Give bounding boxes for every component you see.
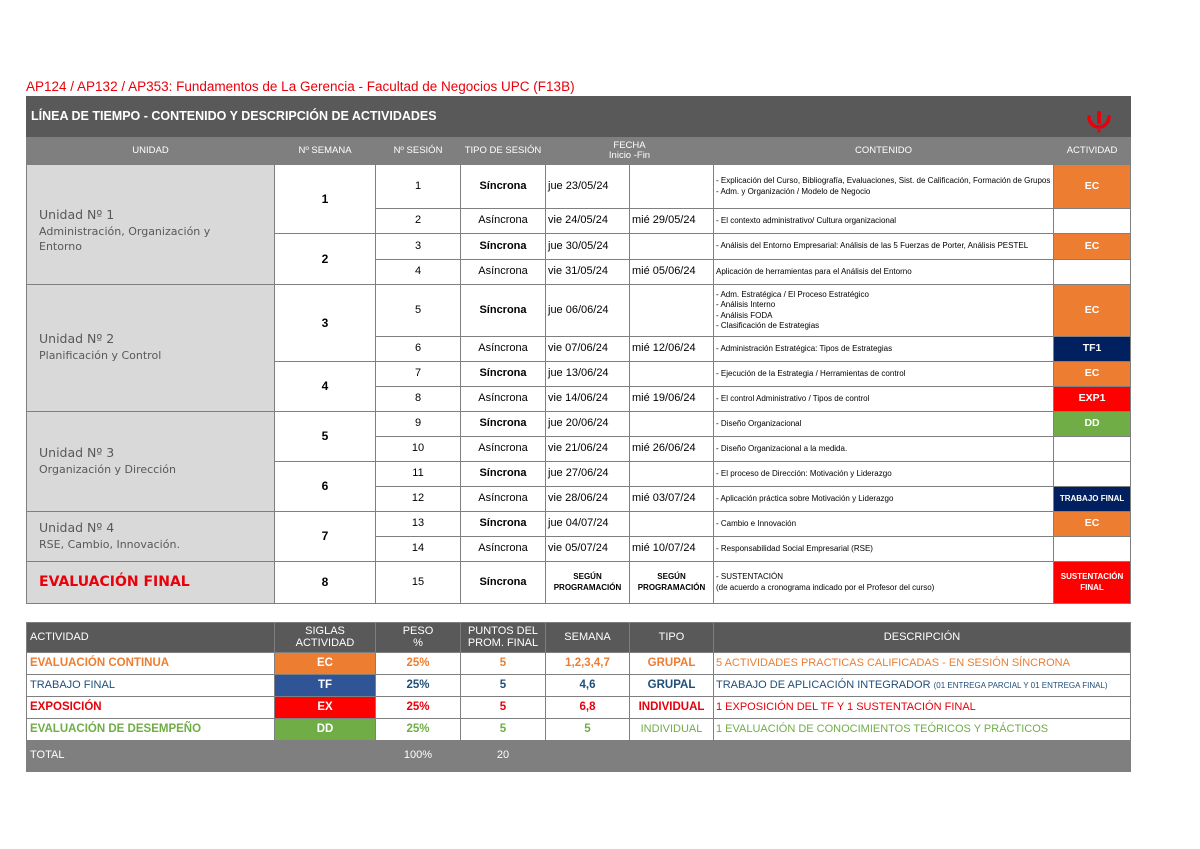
unit-description-line: Planificación y Control bbox=[39, 349, 162, 363]
header-semana: Nº SEMANA bbox=[275, 137, 376, 165]
summary-header-siglas-1: SIGLAS bbox=[305, 624, 345, 637]
content-line: - El control Administrativo / Tipos de control bbox=[716, 393, 870, 403]
session-start-date: jue 04/07/24 bbox=[546, 512, 630, 537]
summary-row bbox=[27, 719, 1131, 741]
session-start-date: SEGÚN PROGRAMACIÓN bbox=[546, 562, 630, 604]
unit-title: Unidad Nº 1 bbox=[39, 207, 115, 223]
session-type: Síncrona bbox=[461, 234, 546, 260]
session-end-date: mié 10/07/24 bbox=[630, 537, 714, 562]
header-tipo: TIPO DE SESIÓN bbox=[461, 137, 546, 165]
summary-header-semana: SEMANA bbox=[546, 623, 630, 653]
summary-puntos: 5 bbox=[461, 653, 546, 675]
summary-header-siglas-2: ACTIVIDAD bbox=[295, 636, 355, 649]
summary-descripcion bbox=[714, 653, 1131, 675]
summary-header-actividad: ACTIVIDAD bbox=[27, 623, 275, 653]
summary-total-label: TOTAL bbox=[27, 741, 275, 772]
session-activity: TRABAJO FINAL bbox=[1054, 487, 1131, 512]
unit-title: Unidad Nº 2 bbox=[39, 331, 115, 347]
session-row bbox=[27, 412, 1131, 437]
summary-header-tipo: TIPO bbox=[630, 623, 714, 653]
summary-activity: EVALUACIÓN DE DESEMPEÑO bbox=[27, 719, 275, 741]
summary-descripcion bbox=[714, 719, 1131, 741]
content-line: - Cambio e Innovación bbox=[716, 518, 797, 528]
session-end-date: mié 12/06/24 bbox=[630, 337, 714, 362]
session-activity: TF1 bbox=[1054, 337, 1131, 362]
summary-semana: 4,6 bbox=[546, 675, 630, 697]
session-start-date: vie 05/07/24 bbox=[546, 537, 630, 562]
summary-header-descripcion: DESCRIPCIÓN bbox=[714, 623, 1131, 653]
summary-row bbox=[27, 675, 1131, 697]
session-content bbox=[714, 512, 1054, 537]
session-type: Síncrona bbox=[461, 362, 546, 387]
session-activity bbox=[1054, 209, 1131, 234]
content-line: - Explicación del Curso, Bibliografía, Evaluaciones, Sist. de Calificación, Formación de Grupos bbox=[716, 176, 1051, 186]
unit-cell bbox=[27, 512, 275, 562]
session-content bbox=[714, 487, 1054, 512]
timeline-banner bbox=[27, 97, 1131, 137]
summary-descripcion-text: 1 EVALUACIÓN DE CONOCIMIENTOS TEÓRICOS Y PRÁCTICOS bbox=[716, 722, 1049, 735]
session-type: Síncrona bbox=[461, 512, 546, 537]
session-type: Asíncrona bbox=[461, 387, 546, 412]
summary-tipo: GRUPAL bbox=[630, 675, 714, 697]
session-number: 11 bbox=[376, 462, 461, 487]
session-start-date: jue 20/06/24 bbox=[546, 412, 630, 437]
summary-header-peso-1: PESO bbox=[402, 624, 434, 637]
content-line: - Análisis del Entorno Empresarial: Análisis de las 5 Fuerzas de Porter, Análisis PESTEL bbox=[716, 241, 1029, 251]
session-end-date bbox=[630, 462, 714, 487]
week-cell: 2 bbox=[275, 234, 376, 285]
session-type: Asíncrona bbox=[461, 260, 546, 285]
summary-total-peso: 100% bbox=[376, 741, 461, 772]
session-end-date: mié 19/06/24 bbox=[630, 387, 714, 412]
content-line: - El contexto administrativo/ Cultura organizacional bbox=[716, 215, 897, 225]
session-content bbox=[714, 165, 1054, 209]
evaluation-summary-table bbox=[26, 622, 1131, 772]
summary-descripcion-text: TRABAJO DE APLICACIÓN INTEGRADOR bbox=[716, 678, 931, 691]
unit-description bbox=[39, 538, 272, 553]
session-start-date: jue 23/05/24 bbox=[546, 165, 630, 209]
session-type: Síncrona bbox=[461, 462, 546, 487]
summary-descripcion-text: 5 ACTIVIDADES PRACTICAS CALIFICADAS - EN SESIÓN SÍNCRONA bbox=[716, 656, 1070, 669]
session-activity: EC bbox=[1054, 362, 1131, 387]
content-line: - Ejecución de la Estrategia / Herramientas de control bbox=[716, 368, 906, 378]
week-cell: 8 bbox=[275, 562, 376, 604]
session-number: 7 bbox=[376, 362, 461, 387]
session-activity: EC bbox=[1054, 512, 1131, 537]
content-line: - SUSTENTACIÓN bbox=[716, 572, 783, 582]
session-end-date bbox=[630, 165, 714, 209]
session-activity bbox=[1054, 260, 1131, 285]
summary-activity: TRABAJO FINAL bbox=[27, 675, 275, 697]
session-activity bbox=[1054, 437, 1131, 462]
summary-peso: 25% bbox=[376, 719, 461, 741]
week-cell: 4 bbox=[275, 362, 376, 412]
session-number: 6 bbox=[376, 337, 461, 362]
summary-row bbox=[27, 697, 1131, 719]
summary-descripcion-note: (01 ENTREGA PARCIAL Y 01 ENTREGA FINAL) bbox=[933, 680, 1108, 690]
session-start-date: vie 28/06/24 bbox=[546, 487, 630, 512]
header-fecha bbox=[546, 137, 714, 165]
week-cell: 7 bbox=[275, 512, 376, 562]
timeline-table bbox=[26, 96, 1131, 604]
summary-activity: EXPOSICIÓN bbox=[27, 697, 275, 719]
session-content bbox=[714, 260, 1054, 285]
summary-semana: 5 bbox=[546, 719, 630, 741]
session-end-date bbox=[630, 234, 714, 260]
summary-header-siglas bbox=[275, 623, 376, 653]
session-row bbox=[27, 562, 1131, 604]
content-line: - Clasificación de Estrategias bbox=[716, 320, 820, 330]
session-start-date: vie 07/06/24 bbox=[546, 337, 630, 362]
unit-description-line: RSE, Cambio, Innovación. bbox=[39, 537, 180, 551]
session-content bbox=[714, 412, 1054, 437]
session-end-date: mié 26/06/24 bbox=[630, 437, 714, 462]
summary-total-empty bbox=[275, 741, 376, 772]
session-row bbox=[27, 285, 1131, 337]
unit-description-line: Entorno bbox=[39, 240, 82, 254]
session-type: Asíncrona bbox=[461, 437, 546, 462]
content-line: - Análisis Interno bbox=[716, 300, 776, 310]
session-row bbox=[27, 512, 1131, 537]
summary-siglas: EC bbox=[275, 653, 376, 675]
summary-semana: 6,8 bbox=[546, 697, 630, 719]
session-number: 10 bbox=[376, 437, 461, 462]
session-end-date: mié 03/07/24 bbox=[630, 487, 714, 512]
session-type: Asíncrona bbox=[461, 209, 546, 234]
content-line: - Responsabilidad Social Empresarial (RSE) bbox=[716, 543, 873, 553]
summary-puntos: 5 bbox=[461, 719, 546, 741]
session-start-date: jue 27/06/24 bbox=[546, 462, 630, 487]
session-number: 2 bbox=[376, 209, 461, 234]
session-number: 13 bbox=[376, 512, 461, 537]
summary-total-filler bbox=[546, 741, 1131, 772]
content-line: - Aplicación práctica sobre Motivación y Liderazgo bbox=[716, 493, 894, 503]
session-start-date: vie 21/06/24 bbox=[546, 437, 630, 462]
session-type: Asíncrona bbox=[461, 487, 546, 512]
unit-title: Unidad Nº 3 bbox=[39, 444, 115, 460]
session-number: 15 bbox=[376, 562, 461, 604]
session-end-date: SEGÚN PROGRAMACIÓN bbox=[630, 562, 714, 604]
session-end-date: mié 29/05/24 bbox=[630, 209, 714, 234]
week-cell: 6 bbox=[275, 462, 376, 512]
session-activity bbox=[1054, 537, 1131, 562]
summary-peso: 25% bbox=[376, 653, 461, 675]
content-line: - Diseño Organizacional a la medida. bbox=[716, 443, 848, 453]
session-end-date: mié 05/06/24 bbox=[630, 260, 714, 285]
unit-description-line: Organización y Dirección bbox=[39, 462, 176, 476]
session-end-date bbox=[630, 362, 714, 387]
header-unidad: UNIDAD bbox=[27, 137, 275, 165]
session-number: 14 bbox=[376, 537, 461, 562]
week-cell: 1 bbox=[275, 165, 376, 234]
session-activity: SUSTENTACIÓN FINAL bbox=[1054, 562, 1131, 604]
summary-tipo: INDIVIDUAL bbox=[630, 697, 714, 719]
summary-tipo: GRUPAL bbox=[630, 653, 714, 675]
header-fecha-range: Inicio -Fin bbox=[608, 149, 651, 161]
session-end-date bbox=[630, 512, 714, 537]
header-sesion: Nº SESIÓN bbox=[376, 137, 461, 165]
summary-siglas: TF bbox=[275, 675, 376, 697]
summary-puntos: 5 bbox=[461, 675, 546, 697]
session-number: 5 bbox=[376, 285, 461, 337]
session-start-date: vie 14/06/24 bbox=[546, 387, 630, 412]
content-line: - Diseño Organizacional bbox=[716, 418, 802, 428]
session-type: Asíncrona bbox=[461, 337, 546, 362]
session-content bbox=[714, 462, 1054, 487]
session-content bbox=[714, 285, 1054, 337]
session-row bbox=[27, 165, 1131, 209]
document-title: AP124 / AP132 / AP353: Fundamentos de La Gerencia - Facultad de Negocios UPC (F13B) bbox=[26, 79, 575, 94]
summary-header-puntos bbox=[461, 623, 546, 653]
unit-cell bbox=[27, 412, 275, 512]
session-number: 4 bbox=[376, 260, 461, 285]
content-line: (de acuerdo a cronograma indicado por el Profesor del curso) bbox=[716, 582, 935, 592]
session-start-date: vie 31/05/24 bbox=[546, 260, 630, 285]
summary-header-puntos-2: PROM. FINAL bbox=[467, 636, 539, 649]
summary-peso: 25% bbox=[376, 697, 461, 719]
session-content bbox=[714, 562, 1054, 604]
session-start-date: vie 24/05/24 bbox=[546, 209, 630, 234]
session-activity: EC bbox=[1054, 285, 1131, 337]
session-content bbox=[714, 337, 1054, 362]
summary-puntos: 5 bbox=[461, 697, 546, 719]
session-content bbox=[714, 209, 1054, 234]
content-line: - Análisis FODA bbox=[716, 310, 773, 320]
session-start-date: jue 13/06/24 bbox=[546, 362, 630, 387]
session-content bbox=[714, 387, 1054, 412]
session-activity: EC bbox=[1054, 165, 1131, 209]
session-start-date: jue 30/05/24 bbox=[546, 234, 630, 260]
session-type: Síncrona bbox=[461, 285, 546, 337]
summary-total-puntos: 20 bbox=[461, 741, 546, 772]
session-end-date bbox=[630, 412, 714, 437]
session-activity: EXP1 bbox=[1054, 387, 1131, 412]
header-actividad: ACTIVIDAD bbox=[1054, 137, 1131, 165]
session-end-date bbox=[630, 285, 714, 337]
header-fecha-label: FECHA bbox=[613, 139, 646, 151]
session-content bbox=[714, 362, 1054, 387]
unit-cell bbox=[27, 285, 275, 412]
session-number: 8 bbox=[376, 387, 461, 412]
session-content bbox=[714, 234, 1054, 260]
summary-siglas: EX bbox=[275, 697, 376, 719]
content-line: - Adm. y Organización / Modelo de Negocio bbox=[716, 186, 871, 196]
session-number: 3 bbox=[376, 234, 461, 260]
unit-description bbox=[39, 463, 272, 478]
summary-header-peso bbox=[376, 623, 461, 653]
unit-cell bbox=[27, 165, 275, 285]
summary-descripcion bbox=[714, 697, 1131, 719]
session-start-date: jue 06/06/24 bbox=[546, 285, 630, 337]
content-line: - Administración Estratégica: Tipos de Estrategias bbox=[716, 343, 893, 353]
session-activity: DD bbox=[1054, 412, 1131, 437]
upc-logo-icon bbox=[1085, 109, 1113, 135]
session-number: 9 bbox=[376, 412, 461, 437]
header-contenido: CONTENIDO bbox=[714, 137, 1054, 165]
summary-activity: EVALUACIÓN CONTINUA bbox=[27, 653, 275, 675]
unit-cell bbox=[27, 562, 275, 604]
session-number: 1 bbox=[376, 165, 461, 209]
session-content bbox=[714, 437, 1054, 462]
unit-description bbox=[39, 225, 272, 255]
unit-title: Unidad Nº 4 bbox=[39, 519, 115, 535]
summary-descripcion-text: 1 EXPOSICIÓN DEL TF Y 1 SUSTENTACIÓN FINAL bbox=[716, 700, 976, 713]
summary-semana: 1,2,3,4,7 bbox=[546, 653, 630, 675]
unit-description-line: Administración, Organización y bbox=[39, 225, 211, 239]
unit-description bbox=[39, 349, 272, 364]
session-type: Asíncrona bbox=[461, 537, 546, 562]
summary-header-puntos-1: PUNTOS DEL bbox=[467, 624, 539, 637]
week-cell: 5 bbox=[275, 412, 376, 462]
summary-header-peso-2: % bbox=[413, 636, 423, 649]
content-line: - Adm. Estratégica / El Proceso Estratégico bbox=[716, 289, 869, 299]
session-type: Síncrona bbox=[461, 165, 546, 209]
session-activity: EC bbox=[1054, 234, 1131, 260]
summary-peso: 25% bbox=[376, 675, 461, 697]
session-number: 12 bbox=[376, 487, 461, 512]
session-type: Síncrona bbox=[461, 562, 546, 604]
content-line: - El proceso de Dirección: Motivación y Liderazgo bbox=[716, 468, 892, 478]
session-type: Síncrona bbox=[461, 412, 546, 437]
banner-text: LÍNEA DE TIEMPO - CONTENIDO Y DESCRIPCIÓN DE ACTIVIDADES bbox=[31, 108, 437, 123]
summary-row bbox=[27, 653, 1131, 675]
summary-siglas: DD bbox=[275, 719, 376, 741]
summary-tipo: INDIVIDUAL bbox=[630, 719, 714, 741]
content-line: Aplicación de herramientas para el Análisis del Entorno bbox=[716, 266, 912, 276]
summary-descripcion bbox=[714, 675, 1131, 697]
week-cell: 3 bbox=[275, 285, 376, 362]
session-activity bbox=[1054, 462, 1131, 487]
unit-title: EVALUACIÓN FINAL bbox=[39, 574, 190, 591]
session-content bbox=[714, 537, 1054, 562]
